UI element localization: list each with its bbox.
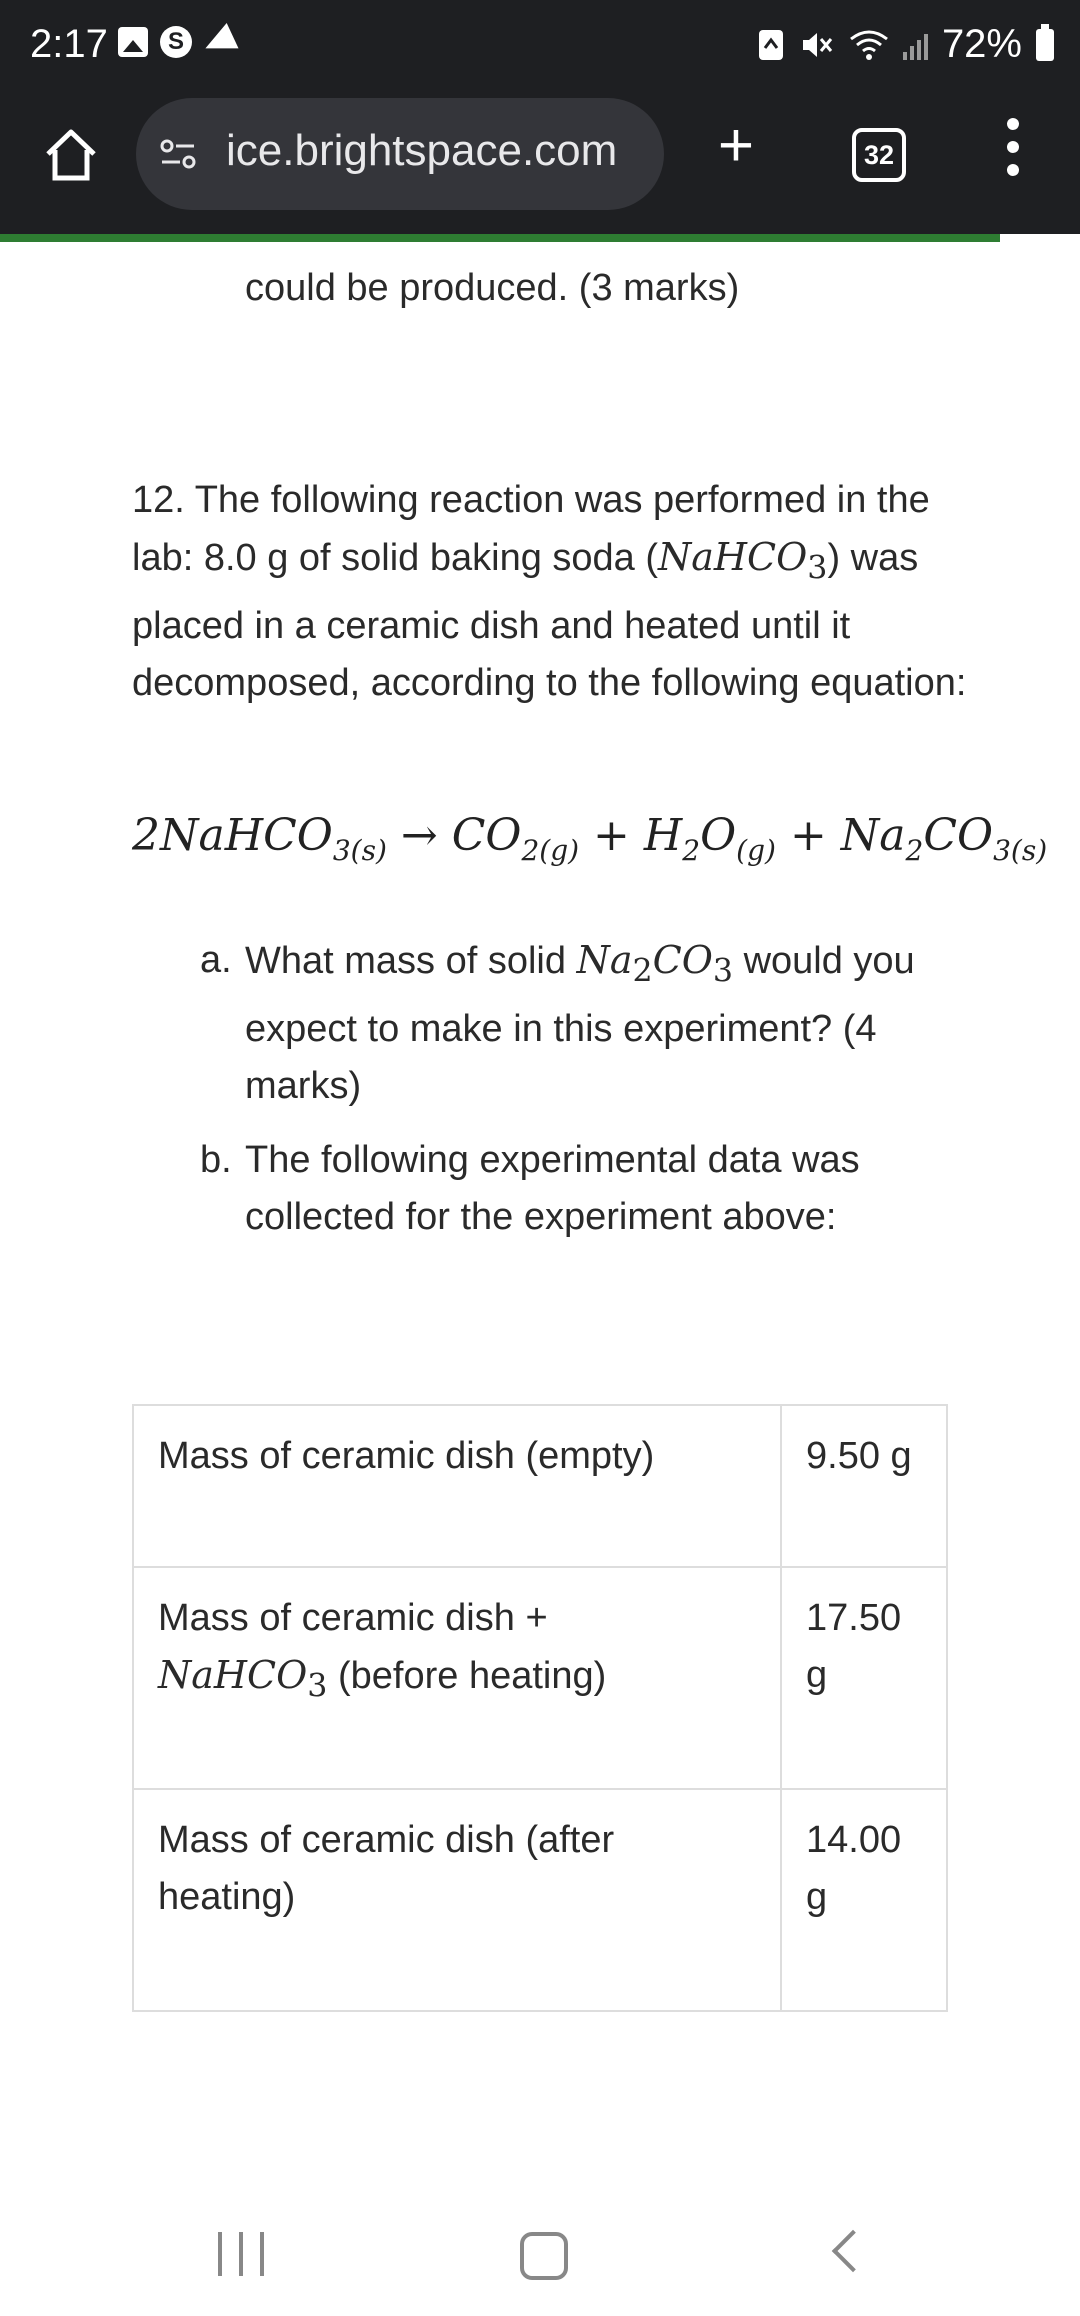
- battery-percent: 72%: [941, 22, 1022, 66]
- tab-switcher-button[interactable]: 32: [852, 128, 906, 182]
- wifi-icon: [849, 29, 889, 61]
- question-12b: [200, 1132, 960, 1246]
- table-cell-value: 14.00 g: [781, 1789, 947, 2011]
- page-load-progress: [0, 234, 1000, 242]
- experiment-data-table: [132, 1404, 948, 2012]
- q12-text-2: ) was placed in a ceramic dish and heated until it decomposed, according to the following equation:: [132, 537, 967, 704]
- address-bar[interactable]: [136, 98, 664, 210]
- new-tab-button[interactable]: +: [717, 111, 755, 180]
- more-menu-icon[interactable]: [998, 118, 1028, 184]
- telegram-icon: [199, 23, 238, 61]
- question-12a: [200, 932, 960, 1115]
- table-cell-value: 9.50 g: [781, 1405, 947, 1567]
- image-icon: [118, 27, 148, 57]
- sync-icon: [757, 28, 785, 62]
- system-icons: [757, 22, 1054, 67]
- battery-icon: [1036, 29, 1054, 61]
- home-button-icon[interactable]: [520, 2232, 568, 2280]
- previous-question-tail: could be produced. (3 marks): [245, 267, 740, 309]
- page-content: [0, 242, 1080, 2182]
- home-icon[interactable]: [40, 124, 102, 186]
- table-cell-value: 17.50 g: [781, 1567, 947, 1789]
- clock: 2:17: [30, 22, 108, 66]
- question-12b-text: The following experimental data was collected for the experiment above:: [245, 1139, 860, 1238]
- q12-text-1: 12. The following reaction was performed in the lab: 8.0 g of solid baking soda (: [132, 479, 930, 579]
- url-text[interactable]: ice.brightspace.com: [226, 126, 618, 175]
- signal-icon: [903, 30, 928, 60]
- notification-icons: [118, 26, 234, 58]
- table-cell-label: Mass of ceramic dish (after heating): [133, 1789, 781, 2011]
- table-row: [133, 1567, 947, 1789]
- table-row: [133, 1405, 947, 1567]
- mute-icon: [799, 28, 835, 62]
- status-bar: [0, 0, 1080, 94]
- question-12-text: [132, 472, 972, 712]
- item-letter: a.: [200, 939, 232, 981]
- system-nav-bar: [0, 2182, 1080, 2316]
- s-app-icon: S: [160, 26, 192, 58]
- q12-formula: NaHCO$_3$: [658, 535, 828, 587]
- table-cell-label: Mass of ceramic dish (empty): [133, 1405, 781, 1567]
- browser-toolbar: [0, 94, 1080, 234]
- table-row: [133, 1789, 947, 2011]
- site-settings-icon[interactable]: [160, 136, 196, 172]
- reaction-equation: 2NaHCO$_{3(s)}$ → $CO_{2(g)} + H_2O_{(g)} + Na_2CO_{3(s)}$: [132, 810, 1048, 867]
- item-letter: b.: [200, 1139, 232, 1181]
- recent-apps-icon[interactable]: [218, 2232, 264, 2276]
- table-cell-label: Mass of ceramic dish + NaHCO$_3$ (before heating): [133, 1567, 781, 1789]
- question-12a-text: What mass of solid $Na_2CO_3$ would you expect to make in this experiment? (4 marks): [245, 938, 915, 1107]
- back-icon[interactable]: [832, 2230, 874, 2272]
